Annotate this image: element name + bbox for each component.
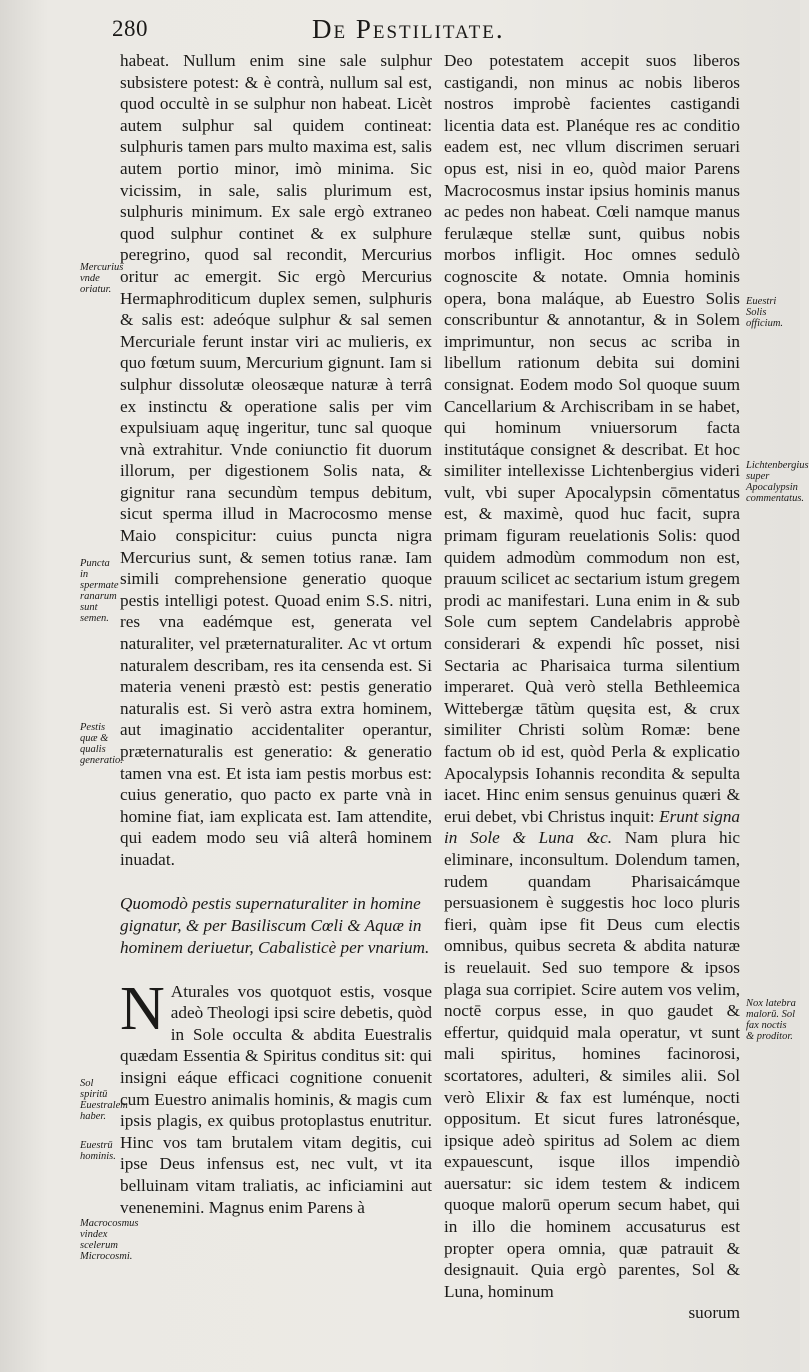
left-paragraph-1: habeat. Nullum enim sine sale sulphur subsistere potest: & è contrà, nullum sal est, quod occultè in se sulphur non habeat. Licèt autem sulphur sal quidem contineat: sulphuris tamen pars multo maxima est, salis autem portio minor, imò minima. Sic vicissim, in sale, salis plurimum est, sulphuris minimum. Ex sale ergò extraneo quod sulphur continet & ex sulphure peregrino, quod sal recondit, Mercurius oritur ac emergit. Sic ergò Mercurius Hermaphroditicum duplex semen, sulphuris & salis est: adeóque sulphur & sal semen Mercuriale ferunt instar viri ac mulieris, ex quo fœtum suum, Mercurium gignunt. Iam si sulphur dissolutæ oleosæque naturæ à terrâ ex instinctu & operatione salis per vim expulsiuam aquę ingeritur, tunc sal quoque vnà extrahitur. Vnde coniunctio fit duorum illorum, per digestionem Solis nata, & gignitur rana secundùm tempus debitum, sicut sperma illud in Macrocosmo mense Maio conspicitur: cuius puncta nigra Mercurius sunt, & semen totius ranæ. Iam simili comprehensione generatio quoque pestis intelligi potest. Quoad enim S.S. nitri, res vna eadémque est, generata vel naturaliter, vel præternaturaliter. Ac vt ortum naturalem describam, res ita censenda est. Si materia veneni præstò est: pestis generatio naturalis est. Si verò astra extra hominem, aut imaginatio accidentaliter operantur, præternaturalis est generatio: & generatio tamen vna est. Et ista iam pestis morbus est: cuius generatio, quo pacto ex parte vnà in homine fiat, iam explicata est. Iam attendite, qui eadem modo seu viâ alterâ hominem inuadat.: [120, 51, 432, 869]
margin-note-left-5: Euestrū hominis.: [80, 1140, 116, 1162]
margin-note-right-3: Nox latebra malorū. Sol fax noctis & proditor.: [746, 998, 796, 1042]
right-text-column: [444, 50, 740, 1324]
drop-initial: N: [120, 974, 165, 1043]
left-paragraph-2-text: Aturales vos quotquot estis, vosque adeò Theologi ipsi scire debetis, quòd in Sole occulta & abdita Euestralis quædam Essentia & Spiritus conditus sit: qui insigni eáque efficaci cognitione conuenit cum Euestro animalis hominis, & magis cum ipsis plagis, ex quibus protoplastus enutritur. Hinc vos tam brutalem vitam degitis, cui ipse Deus infensus est, nec vult, vt ita belluinam vitam traliatis, ac inficiamini aut venenemini. Magnus enim Parens à: [120, 981, 432, 1217]
scripture-quote: Erunt signa in Sole & Luna &c.: [444, 806, 741, 848]
margin-note-right-2: Lichtenbergius super Apocalypsin commentatus.: [746, 460, 809, 504]
section-heading: Quomodò pestis supernaturaliter in homine gignatur, & per Basiliscum Cœli & Aquæ in hominem deriuetur, Cabalisticè per vnarium.: [120, 893, 430, 957]
left-paragraph-2: [120, 974, 432, 1219]
left-text-column: [120, 50, 432, 1218]
right-paragraph: [444, 50, 740, 1302]
margin-note-left-2: Puncta in spermate ranarum sunt semen.: [80, 558, 119, 624]
right-text-1: Deo potestatem accepit suos liberos castigandi, non minus ac nobis liberos nostros improbè facientes castigandi licentia data est. Planéque res ac conditio eadem est, nec vllum discrimen seruari opus est, nisi in eo, quòd maior Parens Macrocosmus instar ipsius hominis manus ac pedes non habeat. Cœli namque manus ferulæque stellæ sunt, quibus nobis morbos infligit. Hoc omnes sedulò cognoscite & notate. Omnia hominis opera, bona maláque, ab Euestro Solis conscribuntur & annotantur, & in Solem imprimuntur, non secus ac scriba in libellum rationum debita sui domini consignat. Eodem modo Sol quoque suum Cancellarium & Archiscribam in se habet, qui hominum vniuersorum facta institutáque consignet & describat. Et hoc similiter intellexisse Lichtenbergius videri vult, vbi super Apocalypsin cōmentatus est, & maximè, quod huc facit, supra primam figuram reuelationis Solis: quod quidem admodùm commodum non est, prauum scilicet ac sectarium istum gregem prodi ac manifestari. Luna enim in & sub Sole cum septem Candelabris approbè considerari & expendi hîc posset, nisi Sectaria ac Pharisaica turma silentium imperaret. Quà verò stella Bethleemica Wittebergæ tātùm quęsita est, & crux similiter Christi solùm Romæ: bene factum ob id est, quòd Perla & explicatio Apocalypsis Iohannis recondita & sepulta iacet. Hinc enim sensus genuinus quæri & erui debet, vbi Christus inquit:: [444, 51, 740, 826]
running-title: De Pestilitate.: [312, 14, 505, 44]
catchword: suorum: [688, 1303, 740, 1323]
margin-note-left-3: Pestis quæ & qualis generatio.: [80, 722, 123, 766]
margin-note-left-6: Macrocosmus vindex scelerum Microcosmi.: [80, 1218, 139, 1262]
margin-note-left-4: Sol spiritū Euestralem haber.: [80, 1078, 128, 1122]
margin-note-left-1: Mercurius vnde oriatur.: [80, 262, 124, 295]
page-number: 280: [112, 16, 148, 41]
margin-note-right-1: Euestri Solis officium.: [746, 296, 784, 329]
right-text-2: Nam plura hic eliminare, inconsultum. Dolendum tamen, rudem quandam Pharisaicámque persuasionem è suggestis hoc loco pluris fieri, quàm ipse fit Deus cum electis omnibus, quibus secreta & abdita naturæ is reuelauit. Sed suo tempore & ipsos plaga sua corripiet. Scire autem vos velim, noctē corpus esse, in quo gaudet & effertur, quidquid mala operatur, vt sunt mali spiritus, homines facinorosi, scortatores, adulteri, & similes alii. Sol verò Elixir & fax est luménque, nocti oppositum. Et sicut fures latronésque, ipsique adeò spiritus ad Solem ac diem expauescunt, isque illos impendiò auersatur: sic idem testem & indicem quoque malorū operum secum habet, qui in illo die hominem accusaturus est propter opera omnia, quæ patrauit & designauit. Quia ergò parentes, Sol & Luna, hominum: [444, 828, 741, 1301]
